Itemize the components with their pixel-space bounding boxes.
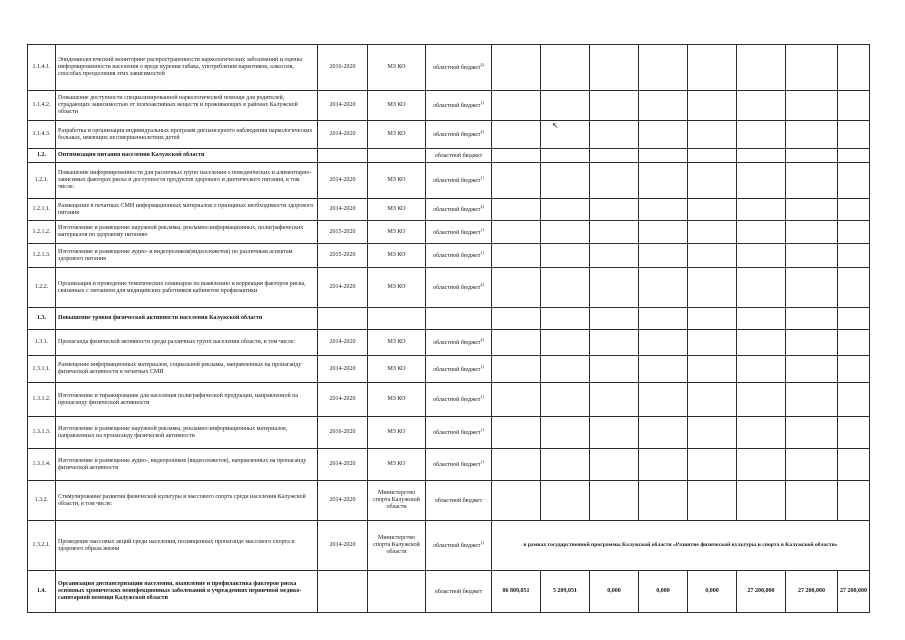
- funding-value-cell: [590, 330, 639, 356]
- executor-cell: Министерство спорта Калужской области: [368, 521, 426, 571]
- funding-value-cell: [590, 268, 639, 308]
- executor-cell: МЗ КО: [368, 356, 426, 383]
- funding-value-cell: [786, 356, 838, 383]
- activity-name-cell: Стимулирование развития физической культуры и массового спорта среди населения Калужской области, в том числе:: [56, 481, 318, 521]
- funding-value-cell: [838, 417, 870, 449]
- funding-value-cell: [786, 268, 838, 308]
- funding-source-text: областной бюджет: [433, 543, 481, 550]
- funding-value-cell: [590, 449, 639, 481]
- table-row: [28, 356, 870, 383]
- funding-value-cell: [639, 163, 688, 199]
- period-cell: 2016-2020: [318, 417, 368, 449]
- funding-value-cell: [492, 221, 541, 244]
- funding-value-cell: [688, 449, 737, 481]
- funding-value-cell: [639, 199, 688, 221]
- funding-value-cell: [737, 199, 786, 221]
- activity-name-cell: Разработка и организация индивидуальных программ диспансерного наблюдения наркологических больных, имеющих несовершеннолетних детей: [56, 121, 318, 149]
- funding-value-cell: [786, 330, 838, 356]
- funding-value-cell: [737, 417, 786, 449]
- funding-source-text: областной бюджет: [433, 229, 481, 236]
- period-cell: 2016-2020: [318, 45, 368, 91]
- funding-source-text: областной бюджет: [434, 498, 483, 505]
- funding-source-text: областной бюджет: [433, 397, 481, 404]
- funding-source-text: областной бюджет: [434, 589, 483, 596]
- row-number-cell: 1.1.4.3.: [28, 121, 56, 149]
- funding-source-cell: [426, 330, 492, 356]
- funding-source-cell: [426, 521, 492, 571]
- table-row: [28, 521, 870, 571]
- period-cell: 2014-2020: [318, 356, 368, 383]
- funding-value-cell: [737, 330, 786, 356]
- funding-value-cell: [541, 91, 590, 121]
- executor-cell: МЗ КО: [368, 268, 426, 308]
- funding-source-cell: [426, 221, 492, 244]
- funding-value-cell: [492, 308, 541, 330]
- row-number-cell: 1.1.4.2.: [28, 91, 56, 121]
- table-row: [28, 330, 870, 356]
- table-row: [28, 268, 870, 308]
- period-cell: 2014-2020: [318, 330, 368, 356]
- funding-value-cell: [541, 45, 590, 91]
- funding-value-cell: [688, 244, 737, 268]
- footnote-marker: 4): [480, 282, 484, 288]
- table-row: [28, 45, 870, 91]
- period-cell: 2014-2020: [318, 91, 368, 121]
- funding-source-text: областной бюджет: [433, 65, 481, 72]
- funding-value-cell: [838, 449, 870, 481]
- table-row: [28, 449, 870, 481]
- funding-value-cell: [541, 163, 590, 199]
- funding-value-cell: [737, 308, 786, 330]
- funding-value-cell: [541, 149, 590, 163]
- funding-value-cell: [737, 121, 786, 149]
- funding-value-cell: [786, 163, 838, 199]
- funding-value-cell: [492, 163, 541, 199]
- funding-value-cell: [590, 45, 639, 91]
- funding-source-text: областной бюджет: [434, 153, 483, 160]
- funding-source-cell: [426, 481, 492, 521]
- executor-cell: МЗ КО: [368, 163, 426, 199]
- funding-value-cell: [688, 330, 737, 356]
- row-number-cell: 1.4.: [28, 571, 56, 613]
- row-number-cell: 1.3.1.1.: [28, 356, 56, 383]
- row-number-cell: 1.3.1.3.: [28, 417, 56, 449]
- footnote-marker: 1): [480, 363, 484, 369]
- funding-value-cell: [541, 268, 590, 308]
- row-number-cell: 1.2.: [28, 149, 56, 163]
- executor-cell: МЗ КО: [368, 383, 426, 417]
- funding-value-cell: [786, 383, 838, 417]
- funding-source-cell: [426, 268, 492, 308]
- footnote-marker: 1): [480, 540, 484, 546]
- period-cell: 2014-2020: [318, 121, 368, 149]
- funding-value-cell: [838, 199, 870, 221]
- funding-value-cell: [639, 121, 688, 149]
- funding-value-cell: [838, 356, 870, 383]
- funding-value-cell: [639, 221, 688, 244]
- table-row: [28, 244, 870, 268]
- funding-value-cell: [541, 199, 590, 221]
- funding-value-cell: [786, 199, 838, 221]
- funding-value-cell: [541, 417, 590, 449]
- funding-source-cell: [426, 449, 492, 481]
- funding-source-cell: [426, 244, 492, 268]
- row-number-cell: 1.2.1.2.: [28, 221, 56, 244]
- funding-value-cell: [737, 91, 786, 121]
- funding-value-cell: [590, 91, 639, 121]
- executor-cell: МЗ КО: [368, 449, 426, 481]
- funding-value-cell: [737, 268, 786, 308]
- funding-value-cell: [590, 149, 639, 163]
- funding-source-text: областной бюджет: [433, 253, 481, 260]
- activity-name-cell: Пропаганда физической активности среди различных групп населения области, в том числе:: [56, 330, 318, 356]
- funding-value-cell: [786, 45, 838, 91]
- funding-source-text: областной бюджет: [433, 207, 481, 214]
- funding-source-cell: [426, 163, 492, 199]
- funding-value-cell: [688, 268, 737, 308]
- period-cell: 2014-2020: [318, 449, 368, 481]
- funding-value-cell: [786, 481, 838, 521]
- footnote-marker: 4): [480, 204, 484, 210]
- funding-source-text: областной бюджет: [433, 103, 481, 110]
- funding-source-cell: [426, 149, 492, 163]
- table-row: [28, 481, 870, 521]
- funding-source-cell: [426, 45, 492, 91]
- funding-value-cell: 0,000: [639, 571, 688, 613]
- footnote-marker: 1): [480, 100, 484, 106]
- funding-value-cell: [541, 308, 590, 330]
- funding-value-cell: [590, 356, 639, 383]
- funding-value-cell: [639, 481, 688, 521]
- funding-source-cell: [426, 199, 492, 221]
- funding-value-cell: [639, 45, 688, 91]
- funding-value-cell: [590, 308, 639, 330]
- activity-name-cell: Размещение в печатных СМИ информационных материалов о принципах необходимости здорового питания: [56, 199, 318, 221]
- funding-value-cell: [590, 121, 639, 149]
- funding-value-cell: [838, 268, 870, 308]
- footnote-marker: 1): [480, 459, 484, 465]
- funding-value-cell: [541, 383, 590, 417]
- funding-value-cell: [590, 383, 639, 417]
- activity-name-cell: Повышение доступности специализированной наркологической помощи для родителей, страдающих зависимостью от психоактивных веществ и проживающих в районах Калужской области: [56, 91, 318, 121]
- activity-name-cell: Изготовление и размещение наружной рекламы, рекламно-информационных материалов, направленных на пропаганду физической активности: [56, 417, 318, 449]
- row-number-cell: 1.2.2.: [28, 268, 56, 308]
- funding-value-cell: [492, 449, 541, 481]
- funding-value-cell: [737, 149, 786, 163]
- activity-name-cell: Повышение информированности для различных групп населения о поведенческих и алиментарно-зависимых факторах риска и доступности продуктов здорового и диетического питания, в том числе:: [56, 163, 318, 199]
- funding-value-cell: 27 200,000: [838, 571, 870, 613]
- funding-value-cell: [590, 199, 639, 221]
- funding-value-cell: [639, 449, 688, 481]
- funding-value-cell: [492, 244, 541, 268]
- funding-value-cell: [639, 268, 688, 308]
- period-cell: 2014-2020: [318, 268, 368, 308]
- funding-value-cell: [590, 163, 639, 199]
- period-cell: [318, 149, 368, 163]
- funding-value-cell: [492, 45, 541, 91]
- table-row: [28, 121, 870, 149]
- funding-value-cell: [786, 244, 838, 268]
- funding-source-cell: [426, 121, 492, 149]
- activity-name-cell: Изготовление и размещение аудио-, видеороликов (видеосюжетов), направленных на пропаганду физической активности: [56, 449, 318, 481]
- funding-value-cell: [639, 330, 688, 356]
- table-row: [28, 571, 870, 613]
- funding-value-cell: [786, 308, 838, 330]
- funding-value-cell: [838, 149, 870, 163]
- funding-value-cell: [838, 481, 870, 521]
- table-row: [28, 199, 870, 221]
- row-number-cell: 1.2.1.3.: [28, 244, 56, 268]
- period-cell: 2015-2020: [318, 244, 368, 268]
- funding-value-cell: [838, 383, 870, 417]
- funding-value-cell: 5 209,051: [541, 571, 590, 613]
- activity-name-cell: Организация и проведение тематических семинаров по выявлению и коррекции факторов риска, связанных с питанием для медицинских работников кабинетов профилактики: [56, 268, 318, 308]
- row-number-cell: 1.2.1.1.: [28, 199, 56, 221]
- activity-name-cell: Изготовление и тиражирование для населения полиграфической продукции, направленной на пропаганду физической активности: [56, 383, 318, 417]
- funding-value-cell: [639, 308, 688, 330]
- funding-value-cell: [838, 121, 870, 149]
- table-row: [28, 308, 870, 330]
- funding-value-cell: [688, 121, 737, 149]
- funding-value-cell: [688, 45, 737, 91]
- funding-source-cell: [426, 417, 492, 449]
- row-number-cell: 1.3.1.4.: [28, 449, 56, 481]
- row-number-cell: 1.3.: [28, 308, 56, 330]
- funding-source-cell: [426, 356, 492, 383]
- funding-source-text: областной бюджет: [433, 178, 481, 185]
- footnote-marker: 1): [480, 175, 484, 181]
- executor-cell: МЗ КО: [368, 244, 426, 268]
- executor-cell: МЗ КО: [368, 121, 426, 149]
- funding-value-cell: 0,000: [590, 571, 639, 613]
- funding-value-cell: [492, 481, 541, 521]
- row-number-cell: 1.2.1.: [28, 163, 56, 199]
- funding-source-text: областной бюджет: [433, 132, 481, 139]
- row-number-cell: 1.3.2.: [28, 481, 56, 521]
- funding-source-text: областной бюджет: [433, 285, 481, 292]
- funding-value-cell: [492, 268, 541, 308]
- funding-value-cell: 86 809,051: [492, 571, 541, 613]
- funding-value-cell: [786, 149, 838, 163]
- table-row: [28, 91, 870, 121]
- executor-cell: МЗ КО: [368, 221, 426, 244]
- funding-source-cell: [426, 91, 492, 121]
- funding-value-cell: [639, 383, 688, 417]
- funding-value-cell: [492, 417, 541, 449]
- funding-value-cell: [541, 121, 590, 149]
- footnote-marker: 1): [480, 250, 484, 256]
- funding-value-cell: [737, 45, 786, 91]
- table-row: [28, 417, 870, 449]
- funding-value-cell: [590, 221, 639, 244]
- funding-value-cell: [737, 481, 786, 521]
- funding-value-cell: [492, 383, 541, 417]
- cursor-icon: ↖: [552, 121, 559, 130]
- funding-value-cell: [541, 330, 590, 356]
- funding-value-cell: [541, 449, 590, 481]
- funding-value-cell: [541, 481, 590, 521]
- row-number-cell: 1.3.1.2.: [28, 383, 56, 417]
- funding-value-cell: [786, 221, 838, 244]
- funding-value-cell: [492, 91, 541, 121]
- activity-name-cell: Оптимизация питания населения Калужской области: [56, 149, 318, 163]
- funding-value-cell: [639, 91, 688, 121]
- funding-value-cell: [786, 121, 838, 149]
- funding-value-cell: [737, 244, 786, 268]
- funding-value-cell: [786, 449, 838, 481]
- executor-cell: МЗ КО: [368, 199, 426, 221]
- table-row: [28, 383, 870, 417]
- funding-value-cell: [688, 149, 737, 163]
- executor-cell: [368, 308, 426, 330]
- activity-name-cell: Эпидемиологический мониторинг распространенности наркологических заболеваний и оценка информированности населения о вреде курения табака, употребления наркотиков, алкоголя, способах преодоления этих зависимостей: [56, 45, 318, 91]
- executor-cell: МЗ КО: [368, 330, 426, 356]
- funding-value-cell: [737, 221, 786, 244]
- funding-value-cell: [639, 149, 688, 163]
- footnote-marker: 1): [480, 226, 484, 232]
- funding-value-cell: [688, 91, 737, 121]
- funding-value-cell: [838, 45, 870, 91]
- funding-value-cell: [838, 91, 870, 121]
- footnote-marker: 4): [480, 62, 484, 68]
- funding-value-cell: [688, 308, 737, 330]
- funding-value-cell: [492, 121, 541, 149]
- funding-source-text: областной бюджет: [433, 340, 481, 347]
- executor-cell: [368, 149, 426, 163]
- funding-value-cell: [639, 244, 688, 268]
- funding-value-cell: [688, 221, 737, 244]
- funding-source-text: областной бюджет: [433, 366, 481, 373]
- funding-value-cell: [838, 330, 870, 356]
- program-activities-table: [27, 44, 870, 613]
- executor-cell: [368, 571, 426, 613]
- funding-source-cell: [426, 383, 492, 417]
- funding-source-text: областной бюджет: [433, 430, 481, 437]
- funding-value-cell: [492, 356, 541, 383]
- period-cell: 2014-2020: [318, 199, 368, 221]
- funding-value-cell: [786, 417, 838, 449]
- period-cell: 2015-2020: [318, 221, 368, 244]
- activity-name-cell: Повышение уровня физической активности населения Калужской области: [56, 308, 318, 330]
- funding-value-cell: [737, 356, 786, 383]
- funding-value-cell: [737, 163, 786, 199]
- funding-value-cell: [688, 199, 737, 221]
- footnote-marker: 1): [480, 427, 484, 433]
- period-cell: 2014-2020: [318, 383, 368, 417]
- period-cell: [318, 571, 368, 613]
- funding-value-cell: [838, 244, 870, 268]
- period-cell: 2014-2020: [318, 481, 368, 521]
- funding-value-cell: [590, 244, 639, 268]
- funding-value-cell: [688, 356, 737, 383]
- executor-cell: МЗ КО: [368, 417, 426, 449]
- funding-value-cell: [838, 221, 870, 244]
- funding-value-cell: [737, 449, 786, 481]
- funding-value-cell: [590, 417, 639, 449]
- merged-program-note-cell: в рамках государственной программы Калужской области «Развитие физической культуры и спорта в Калужской области»: [492, 521, 870, 571]
- funding-value-cell: 27 200,000: [737, 571, 786, 613]
- activity-name-cell: Изготовление и размещение наружной рекламы, рекламно-информационных, полиграфических материалов по здоровому питанию: [56, 221, 318, 244]
- row-number-cell: 1.1.4.1.: [28, 45, 56, 91]
- funding-value-cell: [786, 91, 838, 121]
- funding-value-cell: [492, 149, 541, 163]
- executor-cell: МЗ КО: [368, 91, 426, 121]
- executor-cell: МЗ КО: [368, 45, 426, 91]
- funding-value-cell: [688, 383, 737, 417]
- funding-value-cell: [639, 356, 688, 383]
- funding-source-text: областной бюджет: [433, 462, 481, 469]
- row-number-cell: 1.3.1.: [28, 330, 56, 356]
- table-row: [28, 163, 870, 199]
- footnote-marker: 4): [480, 337, 484, 343]
- funding-value-cell: [541, 356, 590, 383]
- period-cell: 2014-2020: [318, 521, 368, 571]
- funding-value-cell: 0,000: [688, 571, 737, 613]
- funding-value-cell: [541, 221, 590, 244]
- funding-value-cell: [838, 163, 870, 199]
- funding-value-cell: [688, 417, 737, 449]
- funding-value-cell: [492, 330, 541, 356]
- funding-value-cell: [541, 244, 590, 268]
- funding-source-cell: [426, 571, 492, 613]
- period-cell: [318, 308, 368, 330]
- funding-value-cell: 27 200,000: [786, 571, 838, 613]
- table-row: [28, 149, 870, 163]
- funding-value-cell: [688, 163, 737, 199]
- activity-name-cell: Организация диспансеризации населения, выявление и профилактика факторов риска основных хронических неинфекционных заболеваний в учреждениях первичной медико-санитарной помощи Калужской области: [56, 571, 318, 613]
- funding-value-cell: [688, 481, 737, 521]
- activity-name-cell: Размещение информационных материалов, социальной рекламы, направленных на пропаганду физической активности в печатных СМИ: [56, 356, 318, 383]
- executor-cell: Министерство спорта Калужской области: [368, 481, 426, 521]
- row-number-cell: 1.3.2.1.: [28, 521, 56, 571]
- footnote-marker: 1): [480, 394, 484, 400]
- activity-name-cell: Проведение массовых акций среди населения, посвященных пропаганде массового спорта и здорового образа жизни: [56, 521, 318, 571]
- footnote-marker: 4): [480, 129, 484, 135]
- funding-value-cell: [492, 199, 541, 221]
- funding-value-cell: [590, 481, 639, 521]
- table-row: [28, 221, 870, 244]
- funding-value-cell: [639, 417, 688, 449]
- activity-name-cell: Изготовление и размещение аудио- и видеороликов(видеосюжетов) по различным аспектам здорового питания: [56, 244, 318, 268]
- funding-source-cell: [426, 308, 492, 330]
- funding-value-cell: [838, 308, 870, 330]
- period-cell: 2014-2020: [318, 163, 368, 199]
- funding-value-cell: [737, 383, 786, 417]
